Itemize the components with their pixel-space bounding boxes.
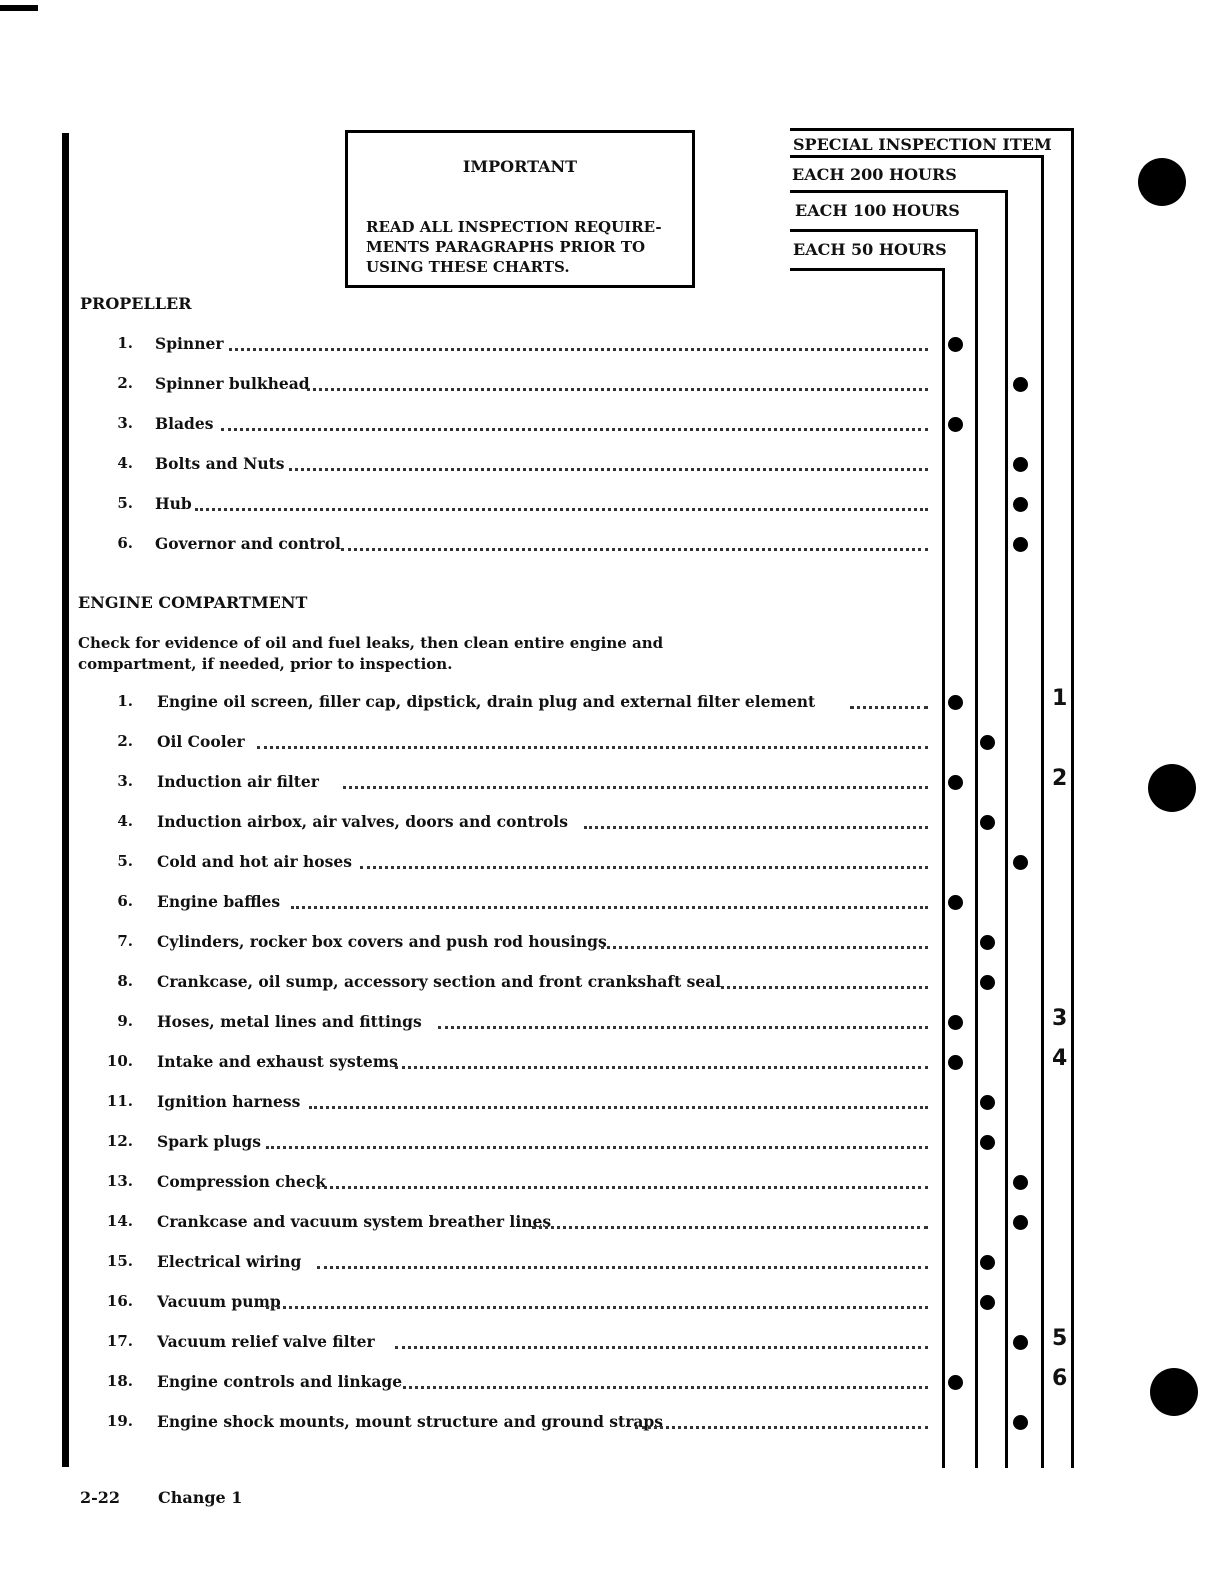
- item-number: 5.: [117, 852, 133, 870]
- dot-leader: [360, 866, 928, 869]
- dot-leader: [635, 1426, 928, 1429]
- header-each-200-hours: EACH 200 HOURS: [792, 165, 957, 184]
- dot-leader: [317, 1186, 928, 1189]
- each-200-column-line: [1041, 155, 1044, 1468]
- interval-dot-marker: [980, 975, 995, 990]
- interval-dot-marker: [980, 815, 995, 830]
- special-reference-number: 1: [1052, 686, 1068, 711]
- item-label: Cold and hot air hoses: [157, 852, 352, 871]
- item-number: 15.: [106, 1252, 133, 1270]
- item-label: Bolts and Nuts: [155, 454, 285, 473]
- interval-dot-marker: [1013, 377, 1028, 392]
- each-50-column-line: [975, 229, 978, 1468]
- interval-dot-marker: [948, 895, 963, 910]
- each-100-column-line: [1005, 190, 1008, 1468]
- interval-dot-marker: [980, 1135, 995, 1150]
- interval-dot-marker: [1013, 1215, 1028, 1230]
- each-50-header-rule: [790, 229, 978, 232]
- item-label: Compression check: [157, 1172, 327, 1191]
- interval-dot-marker: [948, 337, 963, 352]
- item-label: Blades: [155, 414, 214, 433]
- special-reference-number: 4: [1052, 1046, 1068, 1071]
- item-number: 5.: [117, 494, 133, 512]
- interval-dot-marker: [980, 735, 995, 750]
- interval-dot-marker: [1013, 1335, 1028, 1350]
- important-notice: [345, 130, 695, 288]
- interval-dot-marker: [980, 1295, 995, 1310]
- top-edge-mark: [0, 5, 38, 11]
- dot-leader: [395, 1346, 928, 1349]
- interval-dot-marker: [1013, 855, 1028, 870]
- interval-dot-marker: [1013, 1415, 1028, 1430]
- dot-leader: [532, 1226, 928, 1229]
- change-bar: [62, 133, 69, 1467]
- special-header-rule: [790, 128, 1074, 131]
- item-number: 14.: [106, 1212, 133, 1230]
- change-number: Change 1: [158, 1488, 243, 1507]
- item-label: Spinner bulkhead: [155, 374, 310, 393]
- punch-hole-top: [1138, 158, 1186, 206]
- interval-dot-marker: [1013, 457, 1028, 472]
- interval-dot-marker: [1013, 1175, 1028, 1190]
- item-label: Engine oil screen, filler cap, dipstick, drain plug and external filter element: [157, 692, 816, 711]
- dot-leader: [307, 388, 928, 391]
- item-label: Hub: [155, 494, 192, 513]
- important-text: READ ALL INSPECTION REQUIRE- MENTS PARAGRAPHS PRIOR TO USING THESE CHARTS.: [366, 218, 662, 276]
- item-number: 2.: [117, 732, 133, 750]
- dot-leader: [850, 706, 928, 709]
- header-each-50-hours: EACH 50 HOURS: [793, 240, 947, 259]
- item-label: Vacuum relief valve filter: [157, 1332, 375, 1351]
- interval-dot-marker: [1013, 537, 1028, 552]
- dot-leader: [341, 548, 928, 551]
- item-number: 11.: [106, 1092, 133, 1110]
- item-number: 19.: [106, 1412, 133, 1430]
- item-label: Engine baffles: [157, 892, 281, 911]
- items-column-line: [942, 268, 945, 1468]
- item-label: Engine controls and linkage: [157, 1372, 403, 1391]
- each-200-header-rule: [790, 155, 1044, 158]
- item-label: Induction airbox, air valves, doors and controls: [157, 812, 568, 831]
- item-number: 1.: [117, 692, 133, 710]
- item-label: Ignition harness: [157, 1092, 301, 1111]
- item-label: Engine shock mounts, mount structure and ground straps: [157, 1412, 663, 1431]
- item-label: Electrical wiring: [157, 1252, 302, 1271]
- item-number: 13.: [106, 1172, 133, 1190]
- dot-leader: [229, 348, 928, 351]
- item-label: Intake and exhaust systems: [157, 1052, 398, 1071]
- item-number: 16.: [106, 1292, 133, 1310]
- item-number: 1.: [117, 334, 133, 352]
- item-label: Induction air filter: [157, 772, 319, 791]
- interval-dot-marker: [980, 1255, 995, 1270]
- item-number: 2.: [117, 374, 133, 392]
- item-number: 17.: [106, 1332, 133, 1350]
- item-number: 4.: [117, 812, 133, 830]
- special-reference-number: 5: [1052, 1326, 1068, 1351]
- item-number: 9.: [117, 1012, 133, 1030]
- dot-leader: [266, 1306, 928, 1309]
- item-label: Crankcase, oil sump, accessory section and front crankshaft seal: [157, 972, 722, 991]
- item-label: Hoses, metal lines and fittings: [157, 1012, 422, 1031]
- interval-dot-marker: [980, 1095, 995, 1110]
- page-number: 2-22: [80, 1488, 121, 1507]
- dot-leader: [721, 986, 928, 989]
- interval-dot-marker: [948, 1375, 963, 1390]
- interval-dot-marker: [948, 1015, 963, 1030]
- interval-dot-marker: [948, 1055, 963, 1070]
- punch-hole-middle: [1148, 764, 1196, 812]
- special-reference-number: 6: [1052, 1366, 1068, 1391]
- item-number: 18.: [106, 1372, 133, 1390]
- dot-leader: [309, 1106, 928, 1109]
- dot-leader: [403, 1386, 928, 1389]
- dot-leader: [266, 1146, 928, 1149]
- item-label: Oil Cooler: [157, 732, 245, 751]
- special-reference-number: 2: [1052, 766, 1068, 791]
- item-number: 6.: [117, 534, 133, 552]
- dot-leader: [317, 1266, 928, 1269]
- interval-dot-marker: [948, 417, 963, 432]
- item-number: 3.: [117, 414, 133, 432]
- item-number: 6.: [117, 892, 133, 910]
- item-label: Cylinders, rocker box covers and push rod housings: [157, 932, 607, 951]
- dot-leader: [291, 906, 928, 909]
- dot-leader: [343, 786, 928, 789]
- dot-leader: [438, 1026, 928, 1029]
- propeller-section-title: PROPELLER: [80, 294, 192, 313]
- item-label: Vacuum pump: [157, 1292, 281, 1311]
- special-column-line: [1071, 128, 1074, 1468]
- dot-leader: [601, 946, 928, 949]
- dot-leader: [257, 746, 928, 749]
- header-special-inspection-item: SPECIAL INSPECTION ITEM: [793, 135, 1052, 154]
- interval-dot-marker: [1013, 497, 1028, 512]
- items-header-rule: [790, 268, 945, 271]
- item-label: Governor and control: [155, 534, 341, 553]
- item-number: 12.: [106, 1132, 133, 1150]
- engine-section-title: ENGINE COMPARTMENT: [78, 593, 308, 612]
- important-title: IMPORTANT: [462, 157, 578, 176]
- header-each-100-hours: EACH 100 HOURS: [795, 201, 960, 220]
- dot-leader: [584, 826, 928, 829]
- interval-dot-marker: [948, 695, 963, 710]
- item-label: Spinner: [155, 334, 224, 353]
- dot-leader: [221, 428, 928, 431]
- item-number: 7.: [117, 932, 133, 950]
- item-number: 3.: [117, 772, 133, 790]
- item-number: 10.: [106, 1052, 133, 1070]
- each-100-header-rule: [790, 190, 1008, 193]
- dot-leader: [195, 508, 928, 511]
- interval-dot-marker: [948, 775, 963, 790]
- dot-leader: [289, 468, 928, 471]
- punch-hole-bottom: [1150, 1368, 1198, 1416]
- item-number: 4.: [117, 454, 133, 472]
- item-number: 8.: [117, 972, 133, 990]
- item-label: Crankcase and vacuum system breather lines: [157, 1212, 552, 1231]
- item-label: Spark plugs: [157, 1132, 261, 1151]
- engine-section-note: Check for evidence of oil and fuel leaks, then clean entire engine and compartment, if needed, prior to inspection.: [78, 634, 664, 673]
- special-reference-number: 3: [1052, 1006, 1068, 1031]
- dot-leader: [395, 1066, 928, 1069]
- interval-dot-marker: [980, 935, 995, 950]
